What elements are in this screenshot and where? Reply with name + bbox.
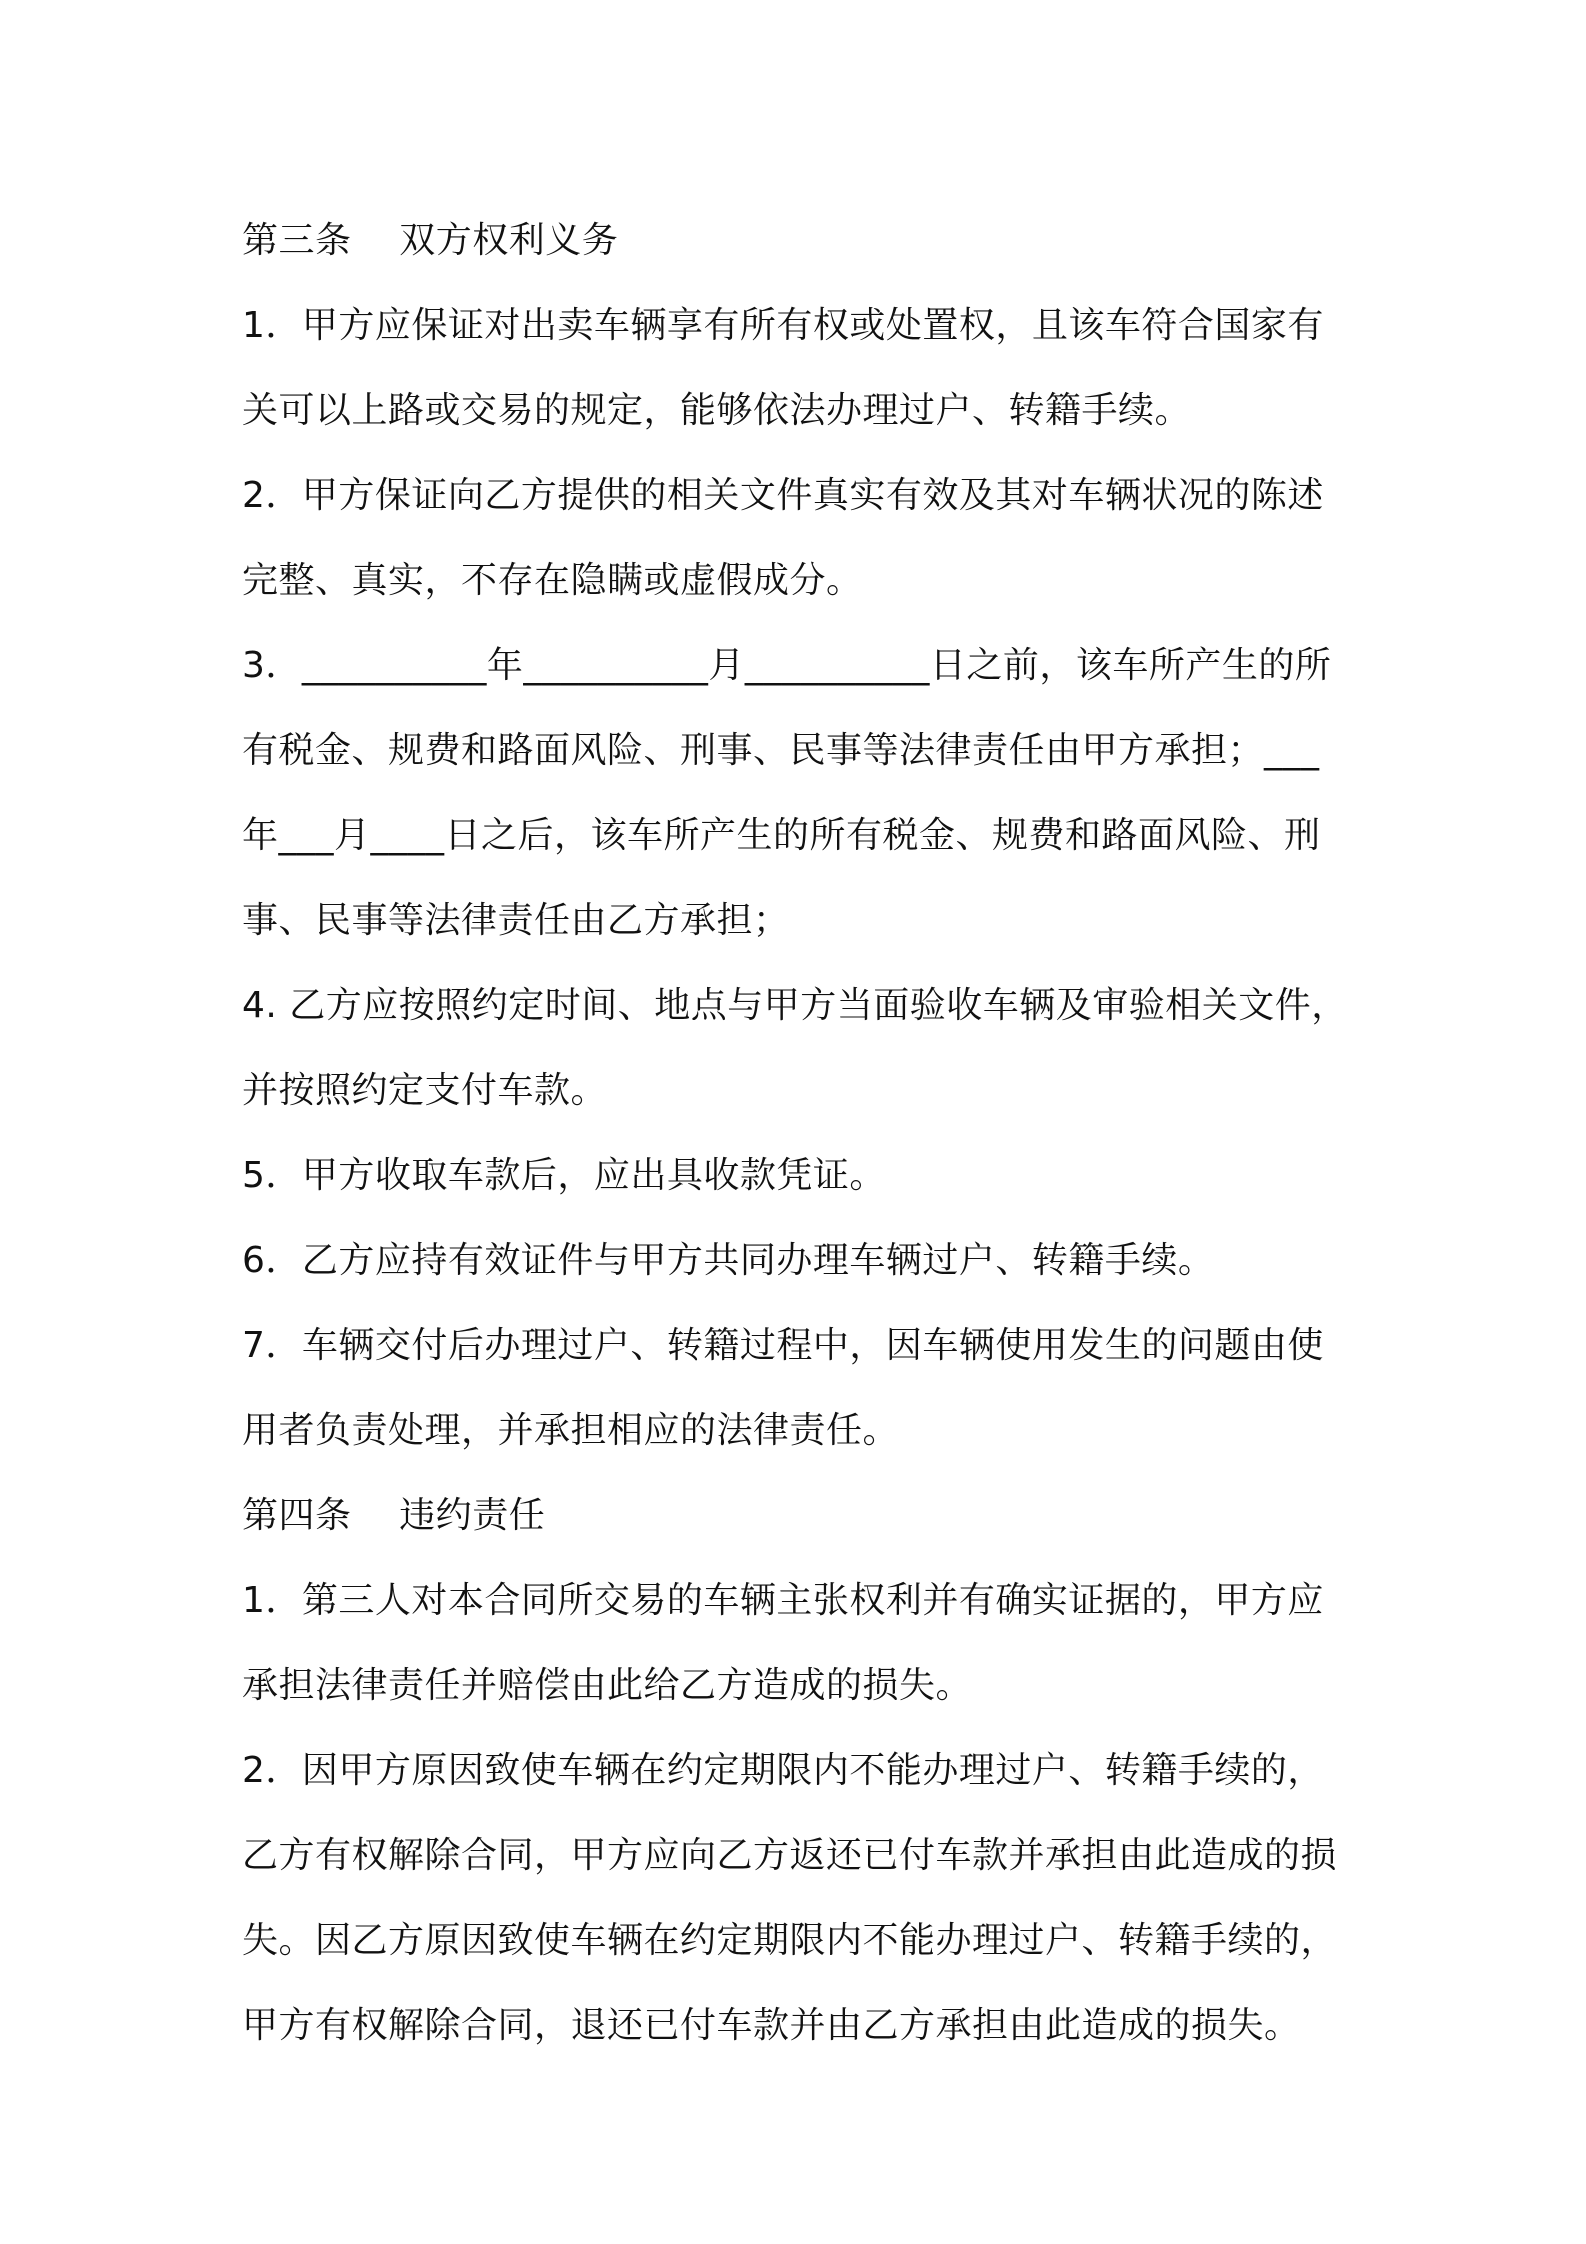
article-4-heading: 第四条 违约责任 bbox=[242, 1495, 546, 1536]
article-4-clause-2-line-2: 乙方有权解除合同，甲方应向乙方返还已付车款并承担由此造成的损 bbox=[242, 1835, 1338, 1876]
article-3-clause-7-line-1: 7．车辆交付后办理过户、转籍过程中，因车辆使用发生的问题由使 bbox=[242, 1325, 1324, 1366]
article-4-clause-1-line-2: 承担法律责任并赔偿由此给乙方造成的损失。 bbox=[242, 1665, 973, 1706]
article-4-clause-2-line-1: 2．因甲方原因致使车辆在约定期限内不能办理过户、转籍手续的， bbox=[242, 1750, 1324, 1791]
article-3-clause-3-line-2: 有税金、规费和路面风险、刑事、民事等法律责任由甲方承担；___ bbox=[242, 730, 1320, 771]
article-3-clause-2-line-2: 完整、真实，不存在隐瞒或虚假成分。 bbox=[242, 560, 863, 601]
article-4-clause-2-line-3: 失。因乙方原因致使车辆在约定期限内不能办理过户、转籍手续的， bbox=[242, 1920, 1338, 1961]
article-3-clause-6: 6．乙方应持有效证件与甲方共同办理车辆过户、转籍手续。 bbox=[242, 1240, 1215, 1281]
article-3-clause-7-line-2: 用者负责处理，并承担相应的法律责任。 bbox=[242, 1410, 900, 1451]
article-4-clause-1-line-1: 1．第三人对本合同所交易的车辆主张权利并有确实证据的，甲方应 bbox=[242, 1580, 1324, 1621]
article-3-clause-5: 5．甲方收取车款后，应出具收款凭证。 bbox=[242, 1155, 886, 1196]
article-3-clause-1-line-1: 1．甲方应保证对出卖车辆享有所有权或处置权，且该车符合国家有 bbox=[242, 305, 1324, 346]
article-3-clause-2-line-1: 2．甲方保证向乙方提供的相关文件真实有效及其对车辆状况的陈述 bbox=[242, 475, 1324, 516]
article-3-clause-3-line-1: 3．__________年__________月__________日之前，该车所产生的所 bbox=[242, 645, 1332, 686]
article-3-heading: 第三条 双方权利义务 bbox=[242, 220, 619, 261]
article-3-clause-3-line-4: 事、民事等法律责任由乙方承担； bbox=[242, 900, 790, 941]
article-3-clause-4-line-2: 并按照约定支付车款。 bbox=[242, 1070, 608, 1111]
article-4-clause-2-line-4: 甲方有权解除合同，退还已付车款并由乙方承担由此造成的损失。 bbox=[242, 2005, 1301, 2046]
article-3-clause-4-line-1: 4. 乙方应按照约定时间、地点与甲方当面验收车辆及审验相关文件， bbox=[242, 985, 1348, 1026]
document-body bbox=[242, 198, 1362, 2068]
article-3-clause-3-line-3: 年___月____日之后，该车所产生的所有税金、规费和路面风险、刑 bbox=[242, 815, 1321, 856]
article-3-clause-1-line-2: 关可以上路或交易的规定，能够依法办理过户、转籍手续。 bbox=[242, 390, 1192, 431]
